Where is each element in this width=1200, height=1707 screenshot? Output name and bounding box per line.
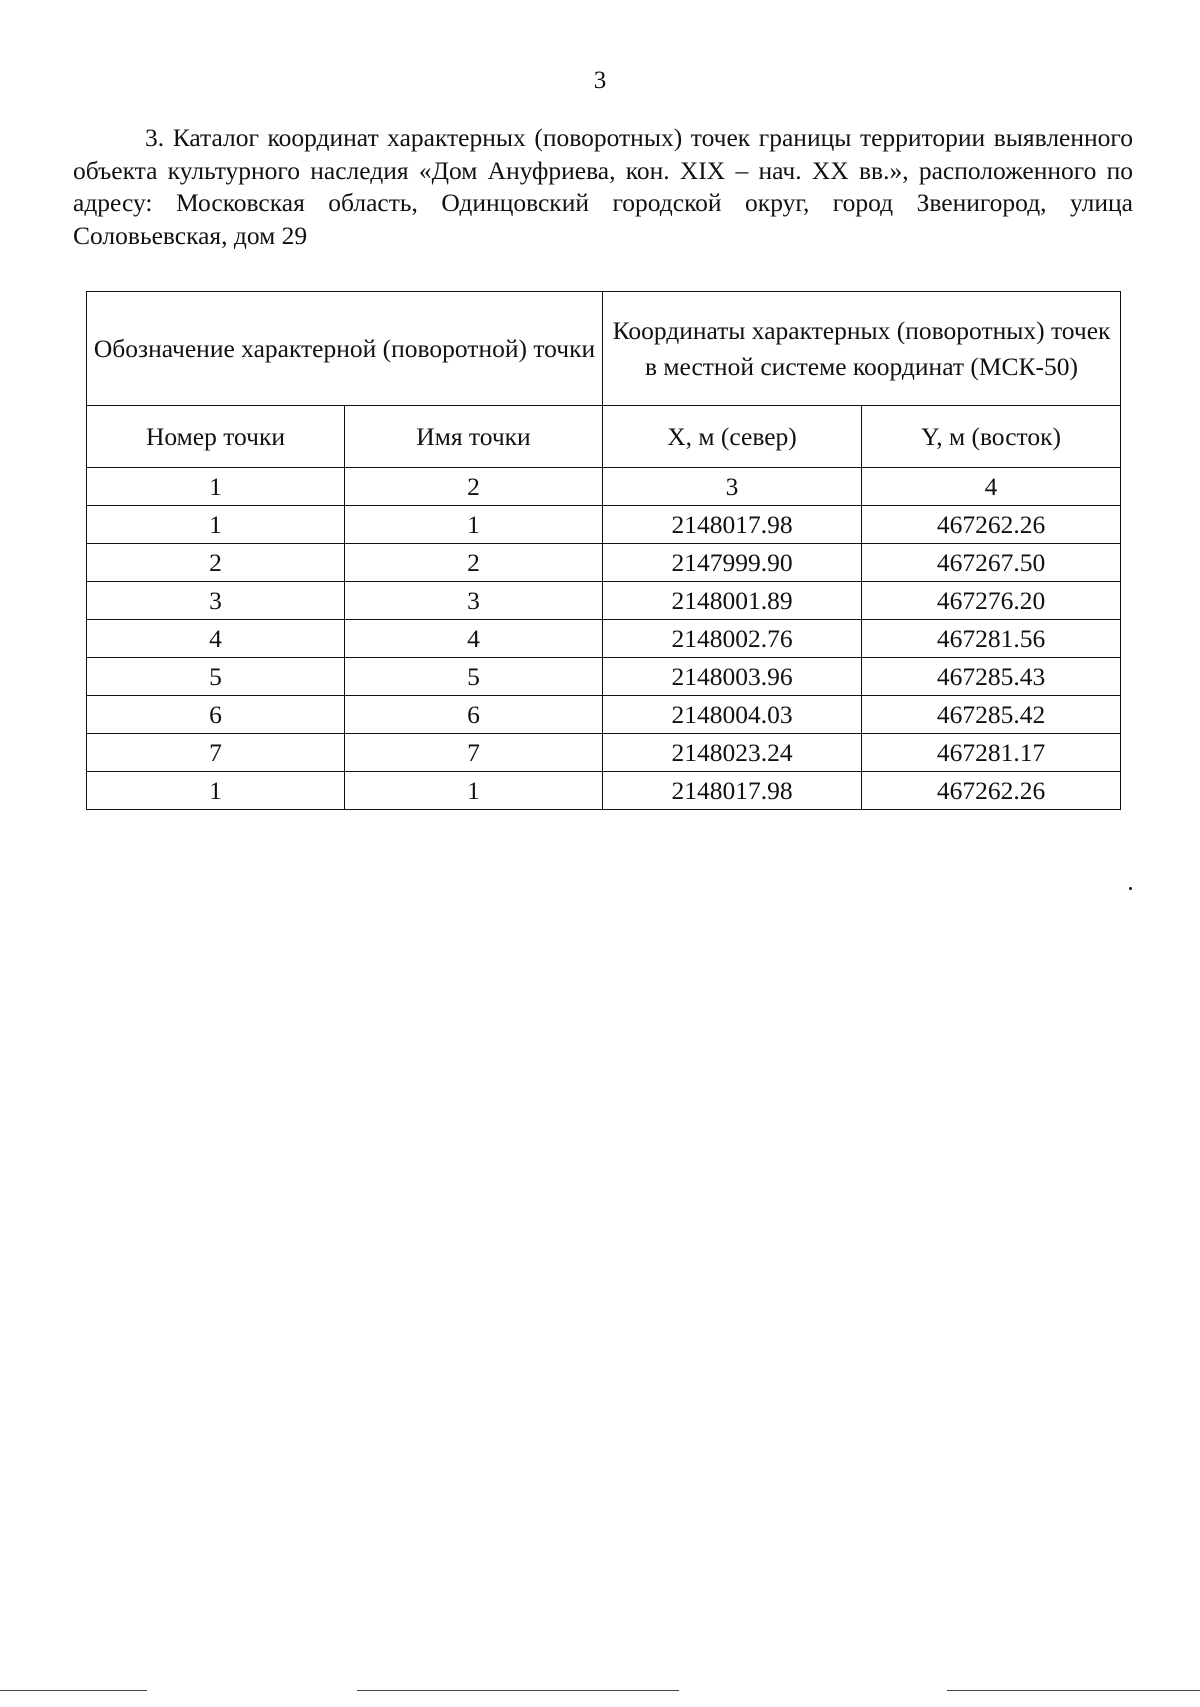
- point-name-cell: 7: [345, 734, 603, 772]
- point-number-cell: 7: [87, 734, 345, 772]
- table-row: [87, 658, 1121, 696]
- section-heading: 3. Каталог координат характерных (поворотных) точек границы территории выявленного объекта культурного наследия «Дом Ануфриева, кон. XIX – нач. XX вв.», расположенного по адресу: Московская область, Одинцовский городской округ, город Звенигород, улица Соловьевская, дом 29: [73, 123, 1133, 250]
- point-number-cell: 1: [87, 772, 345, 810]
- header-point-designation: Обозначение характерной (поворотной) точки: [87, 292, 603, 406]
- x-coordinate-cell: 2148017.98: [603, 506, 862, 544]
- point-number-cell: 3: [87, 582, 345, 620]
- x-coordinate-cell: 2148023.24: [603, 734, 862, 772]
- point-name-cell: 1: [345, 772, 603, 810]
- footer-rule: [0, 1690, 147, 1691]
- point-name-cell: 2: [345, 544, 603, 582]
- point-name-cell: 4: [345, 620, 603, 658]
- point-number-cell: 5: [87, 658, 345, 696]
- column-number-row: [87, 468, 1121, 506]
- column-number: 3: [603, 468, 862, 506]
- x-coordinate-cell: 2148001.89: [603, 582, 862, 620]
- table-row: [87, 734, 1121, 772]
- point-name-cell: 1: [345, 506, 603, 544]
- y-coordinate-cell: 467285.42: [862, 696, 1121, 734]
- y-coordinate-cell: 467276.20: [862, 582, 1121, 620]
- y-coordinate-cell: 467281.56: [862, 620, 1121, 658]
- table-row: [87, 772, 1121, 810]
- coordinates-table: [86, 291, 1121, 810]
- x-coordinate-cell: 2148002.76: [603, 620, 862, 658]
- point-number-cell: 2: [87, 544, 345, 582]
- table-column-header-row: [87, 406, 1121, 468]
- table-row: [87, 506, 1121, 544]
- y-coordinate-cell: 467281.17: [862, 734, 1121, 772]
- x-coordinate-cell: 2148004.03: [603, 696, 862, 734]
- x-coordinate-cell: 2147999.90: [603, 544, 862, 582]
- y-coordinate-cell: 467267.50: [862, 544, 1121, 582]
- page-number: 3: [593, 67, 607, 94]
- header-coordinates-msk50: Координаты характерных (поворотных) точек в местной системе координат (МСК-50): [603, 292, 1121, 406]
- table-row: [87, 582, 1121, 620]
- table-row: [87, 620, 1121, 658]
- point-number-cell: 1: [87, 506, 345, 544]
- point-number-cell: 4: [87, 620, 345, 658]
- y-coordinate-cell: 467262.26: [862, 506, 1121, 544]
- stray-dot-mark: [1129, 887, 1132, 890]
- column-number: 4: [862, 468, 1121, 506]
- table-row: [87, 544, 1121, 582]
- footer-rule: [357, 1690, 679, 1691]
- column-header-x-north: X, м (север): [603, 406, 862, 468]
- point-name-cell: 3: [345, 582, 603, 620]
- y-coordinate-cell: 467285.43: [862, 658, 1121, 696]
- column-header-y-east: Y, м (восток): [862, 406, 1121, 468]
- x-coordinate-cell: 2148017.98: [603, 772, 862, 810]
- y-coordinate-cell: 467262.26: [862, 772, 1121, 810]
- column-number: 1: [87, 468, 345, 506]
- point-name-cell: 6: [345, 696, 603, 734]
- column-number: 2: [345, 468, 603, 506]
- x-coordinate-cell: 2148003.96: [603, 658, 862, 696]
- footer-rule: [947, 1690, 1200, 1691]
- point-number-cell: 6: [87, 696, 345, 734]
- column-header-point-number: Номер точки: [87, 406, 345, 468]
- table-row: [87, 696, 1121, 734]
- column-header-point-name: Имя точки: [345, 406, 603, 468]
- point-name-cell: 5: [345, 658, 603, 696]
- table-header-group-row: [87, 292, 1121, 406]
